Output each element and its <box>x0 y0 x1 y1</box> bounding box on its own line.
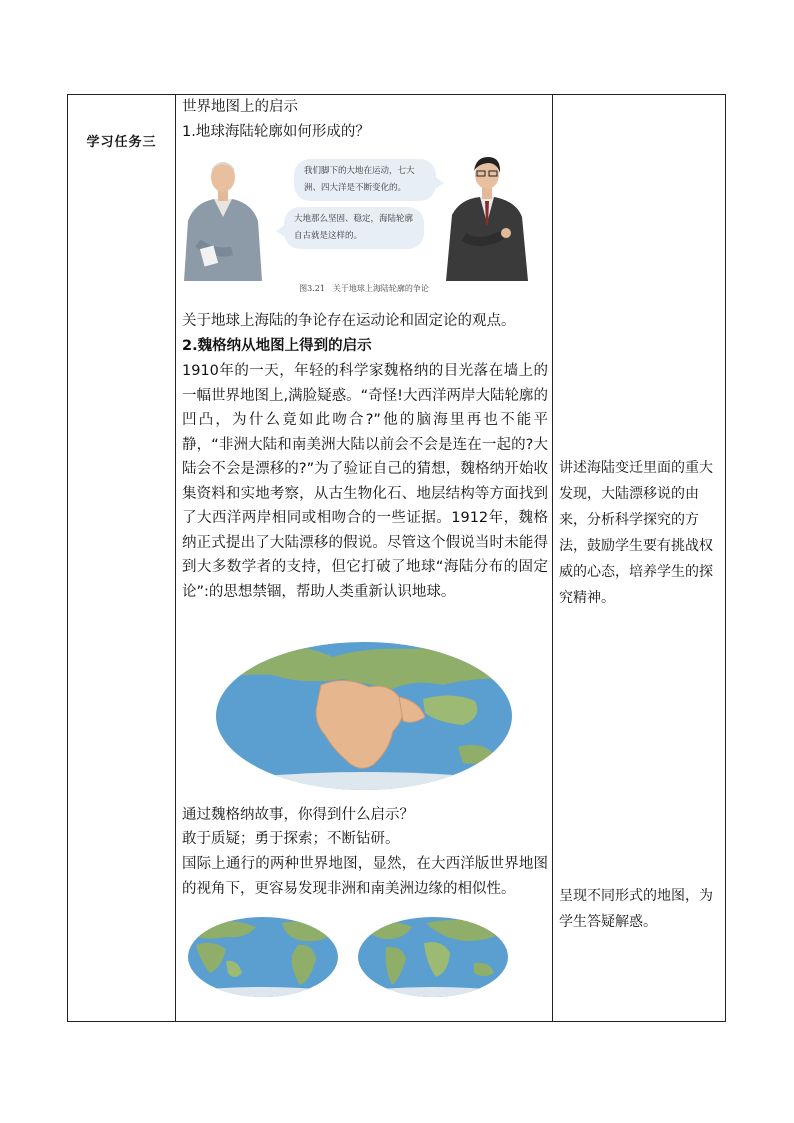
task-label-cell <box>68 95 175 1021</box>
notes-cell <box>553 95 725 1021</box>
task-label: 学习任务三 <box>86 135 157 150</box>
content-cell <box>176 95 552 1021</box>
speech-bubble-left: 大地那么坚固、稳定，海陆轮廓自古就是这样的。 <box>284 207 424 249</box>
section-heading: 世界地图上的启示 <box>182 99 298 115</box>
question-3: 通过魏格纳故事，你得到什么启示？ <box>182 807 414 823</box>
answer-3: 敢于质疑；勇于探索；不断钻研。 <box>182 831 400 847</box>
pacific-world-map <box>186 915 340 1001</box>
design-note-1: 讲述海陆变迁里面的重大发现，大陆漂移说的由来，分析科学探究的方法，鼓励学生要有挑战权威的心态，培养学生的探究精神。 <box>559 460 713 606</box>
lesson-table <box>67 94 726 1022</box>
figure-caption: 图3.21 关于地球上海陆轮廓的争论 <box>299 284 429 293</box>
question-1: 1.地球海陆轮廓如何形成的？ <box>182 124 370 140</box>
design-note-2: 呈现不同形式的地图，为学生答疑解惑。 <box>559 888 713 930</box>
speech-bubble-right: 我们脚下的大地在运动，七大洲、四大洋是不断变化的。 <box>294 159 436 201</box>
atlantic-world-map <box>356 915 510 1001</box>
pangaea-map <box>213 639 515 793</box>
debate-figure <box>184 151 544 299</box>
wegener-story: 1910年的一天，年轻的科学家魏格纳的目光落在墙上的一幅世界地图上,满脸疑惑。“奇怪!大西洋两岸大陆轮廓的凹凸，为什么竟如此吻合?”他的脑海里再也不能平静，“非洲大陆和南美洲大陆以前会不会是连在一起的?大陆会不会是漂移的?”为了验证自己的猜想，魏格纳开始收集资料和实地考察，从古生物化石、地层结构等方面找到了大西洋两岸相同或相吻合的一些证据。1912年，魏格纳正式提出了大陆漂移的假说。尽管这个假说当时未能得到大多数学者的支持，但它打破了地球“海陆分布的固定论”:的思想禁锢，帮助人类重新认识地球。 <box>182 363 548 600</box>
maps-text: 国际上通行的两种世界地图，显然，在大西洋版世界地图的视角下，更容易发现非洲和南美洲边缘的相似性。 <box>182 856 548 897</box>
old-man-figure <box>184 162 262 281</box>
young-man-figure <box>446 157 528 281</box>
question-2: 2.魏格纳从地图上得到的启示 <box>182 338 372 354</box>
debate-text: 关于地球上海陆的争论存在运动论和固定论的观点。 <box>182 313 516 329</box>
